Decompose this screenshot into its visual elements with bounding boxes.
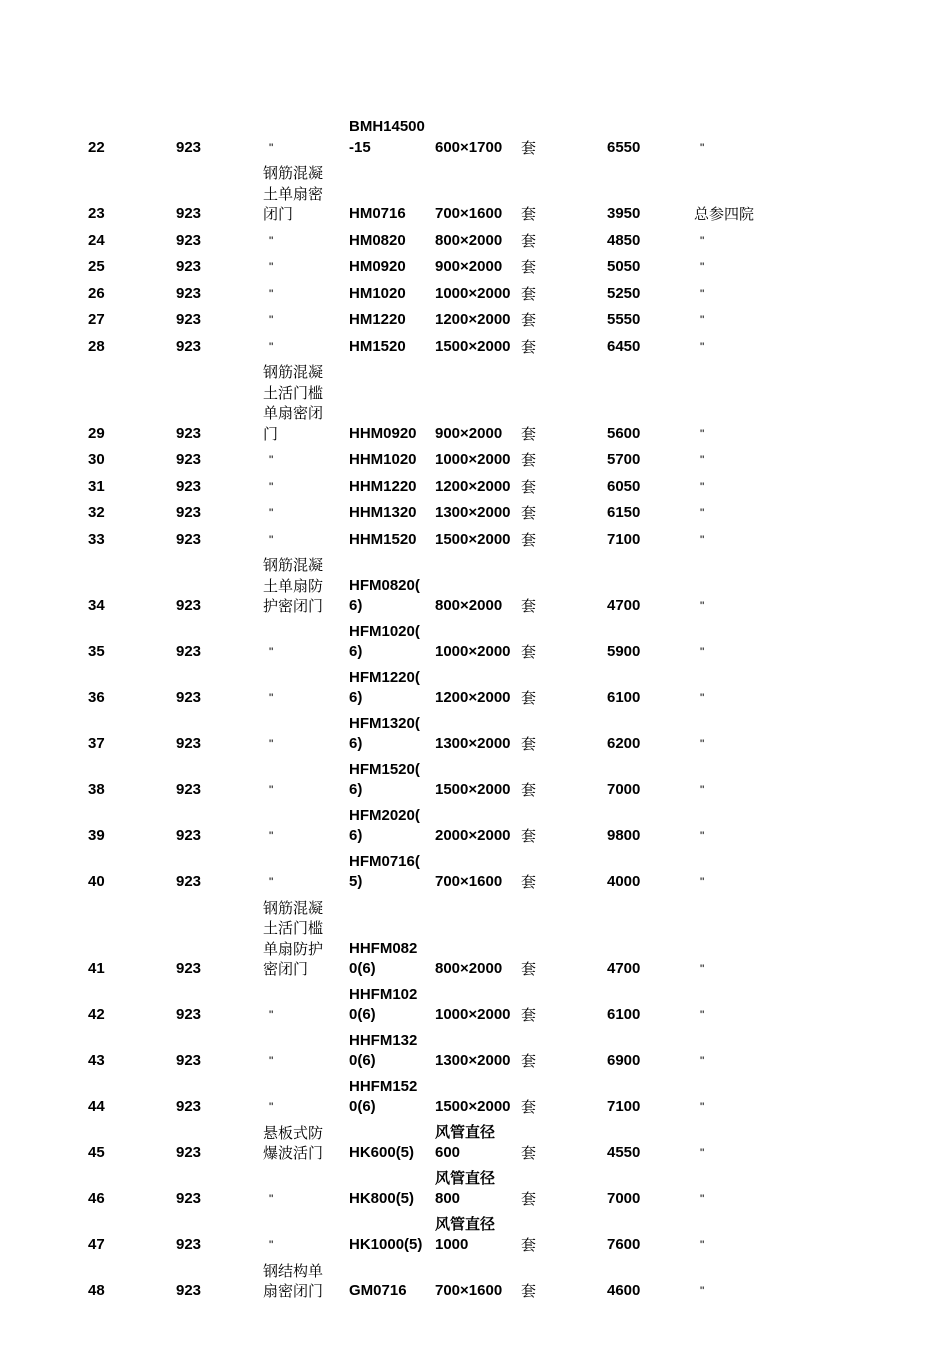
product-name-cell: " (269, 829, 274, 843)
product-name-cell: " (269, 1238, 274, 1252)
remark-cell: " (700, 737, 705, 751)
row-number-cell: 25 (88, 258, 105, 275)
row-number-cell: 26 (88, 284, 105, 302)
unit-cell: 套 (521, 138, 537, 157)
row-number-cell: 34 (88, 597, 105, 614)
unit-cell: 套 (521, 689, 537, 707)
unit-price-cell: 6100 (607, 1006, 641, 1023)
row-number-cell: 37 (88, 735, 105, 752)
size-spec-cell: 600×1700 (435, 138, 503, 156)
row-number-cell: 23 (88, 205, 105, 222)
size-spec-cell: 800×2000 (435, 960, 503, 977)
size-spec-cell: 1200×2000 (435, 477, 511, 495)
unit-cell: 套 (521, 451, 537, 469)
unit-cell: 套 (521, 258, 537, 276)
model-code-cell: HK800(5) (349, 1190, 415, 1207)
unit-price-cell: 4700 (607, 597, 641, 614)
factory-code-cell: 923 (176, 1144, 202, 1161)
unit-price-cell: 7100 (607, 1098, 641, 1115)
size-spec-cell: 1000×2000 (435, 1006, 511, 1023)
size-spec-cell: 2000×2000 (435, 827, 511, 844)
remark-cell: " (700, 691, 705, 705)
table-row (88, 361, 814, 448)
factory-code-cell: 923 (176, 451, 202, 468)
size-spec-cell: 风管直径 1000 (435, 1215, 496, 1253)
model-code-cell: HK600(5) (349, 1144, 415, 1161)
size-spec-cell: 700×1600 (435, 1282, 503, 1299)
remark-cell: " (700, 599, 705, 613)
model-code-cell: HFM2020( 6) (349, 806, 420, 844)
unit-cell: 套 (521, 1098, 537, 1116)
row-number-cell: 46 (88, 1190, 105, 1207)
unit-price-cell: 5050 (607, 258, 641, 275)
factory-code-cell: 923 (176, 138, 202, 156)
unit-price-cell: 4600 (607, 1282, 641, 1299)
size-spec-cell: 1300×2000 (435, 735, 511, 752)
unit-cell: 套 (521, 1190, 537, 1208)
table-row (88, 335, 814, 362)
unit-cell: 套 (521, 337, 537, 356)
unit-cell: 套 (521, 205, 537, 223)
row-number-cell: 31 (88, 477, 105, 495)
size-spec-cell: 风管直径 800 (435, 1169, 496, 1207)
remark-cell: " (700, 875, 705, 889)
unit-price-cell: 4550 (607, 1144, 641, 1161)
unit-price-cell: 5600 (607, 424, 641, 442)
row-number-cell: 39 (88, 827, 105, 844)
product-name-cell: 钢筋混凝 土活门槛 单扇密闭 门 (263, 363, 324, 443)
unit-cell: 套 (521, 781, 537, 799)
unit-price-cell: 5900 (607, 643, 641, 660)
row-number-cell: 36 (88, 689, 105, 706)
model-code-cell: HHFM132 0(6) (349, 1031, 418, 1069)
size-spec-cell: 1000×2000 (435, 284, 511, 302)
model-code-cell: HHM1020 (349, 451, 417, 468)
factory-code-cell: 923 (176, 689, 202, 706)
model-code-cell: HM1020 (349, 284, 406, 302)
unit-price-cell: 6200 (607, 735, 641, 752)
remark-cell: " (700, 233, 705, 248)
row-number-cell: 41 (88, 960, 105, 977)
size-spec-cell: 1000×2000 (435, 451, 511, 468)
unit-price-cell: 6900 (607, 1052, 641, 1069)
unit-cell: 套 (521, 597, 537, 615)
remark-cell: " (700, 453, 705, 467)
model-code-cell: BMH14500 -15 (349, 118, 425, 156)
factory-code-cell: 923 (176, 504, 202, 521)
remark-cell: " (700, 286, 705, 301)
size-spec-cell: 1000×2000 (435, 643, 511, 660)
factory-code-cell: 923 (176, 1190, 202, 1207)
table-row (88, 528, 814, 555)
model-code-cell: HFM0820( 6) (349, 576, 420, 614)
unit-cell: 套 (521, 311, 537, 329)
unit-cell: 套 (521, 1144, 537, 1162)
row-number-cell: 38 (88, 781, 105, 798)
product-name-cell: " (269, 875, 274, 889)
table-row (88, 1214, 814, 1260)
model-code-cell: HM0716 (349, 205, 406, 222)
product-name-cell: " (269, 313, 274, 327)
product-name-cell: " (269, 783, 274, 797)
unit-price-cell: 6050 (607, 477, 641, 495)
table-row (88, 1122, 814, 1168)
row-number-cell: 48 (88, 1282, 105, 1299)
unit-price-cell: 4700 (607, 960, 641, 977)
table-row (88, 282, 814, 309)
model-code-cell: HFM1020( 6) (349, 622, 420, 660)
unit-price-cell: 3950 (607, 205, 641, 222)
unit-price-cell: 7100 (607, 530, 641, 548)
unit-price-cell: 9800 (607, 827, 641, 844)
remark-cell: " (700, 1284, 705, 1298)
unit-price-cell: 6150 (607, 504, 641, 521)
unit-price-cell: 5700 (607, 451, 641, 468)
table-row (88, 984, 814, 1030)
row-number-cell: 40 (88, 873, 105, 890)
size-spec-cell: 800×2000 (435, 231, 503, 249)
size-spec-cell: 1500×2000 (435, 530, 511, 548)
factory-code-cell: 923 (176, 258, 202, 275)
product-name-cell: 钢结构单 扇密闭门 (263, 1261, 324, 1300)
remark-cell: " (700, 1054, 705, 1068)
model-code-cell: HM1520 (349, 337, 406, 355)
unit-price-cell: 6550 (607, 138, 641, 156)
factory-code-cell: 923 (176, 781, 202, 798)
model-code-cell: HFM1520( 6) (349, 760, 420, 798)
factory-code-cell: 923 (176, 337, 202, 355)
factory-code-cell: 923 (176, 960, 202, 977)
row-number-cell: 32 (88, 504, 105, 521)
unit-cell: 套 (521, 530, 537, 549)
table-row (88, 851, 814, 897)
model-code-cell: HHM1320 (349, 504, 417, 521)
model-code-cell: HHFM102 0(6) (349, 985, 418, 1023)
table-row (88, 255, 814, 282)
model-code-cell: HM0920 (349, 258, 406, 275)
product-name-cell: " (269, 1054, 274, 1068)
model-code-cell: HM0820 (349, 231, 406, 249)
factory-code-cell: 923 (176, 477, 202, 495)
remark-cell: " (700, 140, 705, 155)
factory-code-cell: 923 (176, 205, 202, 222)
unit-cell: 套 (521, 1236, 537, 1254)
size-spec-cell: 700×1600 (435, 873, 503, 890)
table-row (88, 713, 814, 759)
row-number-cell: 47 (88, 1236, 105, 1253)
model-code-cell: HHM1520 (349, 530, 417, 548)
unit-cell: 套 (521, 477, 537, 496)
row-number-cell: 30 (88, 451, 105, 468)
table-row (88, 229, 814, 256)
factory-code-cell: 923 (176, 873, 202, 890)
size-spec-cell: 1500×2000 (435, 781, 511, 798)
row-number-cell: 22 (88, 138, 105, 156)
unit-cell: 套 (521, 873, 537, 891)
factory-code-cell: 923 (176, 1236, 202, 1253)
product-name-cell: 钢筋混凝 土单扇防 护密闭门 (263, 556, 324, 615)
unit-cell: 套 (521, 504, 537, 522)
factory-code-cell: 923 (176, 284, 202, 302)
remark-cell: " (700, 1192, 705, 1206)
remark-cell: " (700, 532, 705, 547)
remark-cell: 总参四院 (694, 205, 755, 223)
product-name-cell: " (269, 645, 274, 659)
unit-price-cell: 6100 (607, 689, 641, 706)
size-spec-cell: 900×2000 (435, 258, 503, 275)
product-name-cell: " (269, 233, 274, 248)
size-spec-cell: 800×2000 (435, 597, 503, 614)
remark-cell: " (700, 426, 705, 441)
product-name-cell: " (269, 140, 274, 155)
factory-code-cell: 923 (176, 530, 202, 548)
model-code-cell: HK1000(5) (349, 1236, 423, 1253)
remark-cell: " (700, 1100, 705, 1114)
row-number-cell: 33 (88, 530, 105, 548)
unit-cell: 套 (521, 1052, 537, 1070)
factory-code-cell: 923 (176, 424, 202, 442)
remark-cell: " (700, 339, 705, 354)
size-spec-cell: 700×1600 (435, 205, 503, 222)
size-spec-cell: 1500×2000 (435, 337, 511, 355)
factory-code-cell: 923 (176, 1098, 202, 1115)
remark-cell: " (700, 645, 705, 659)
product-name-cell: " (269, 453, 274, 467)
row-number-cell: 43 (88, 1052, 105, 1069)
product-name-cell: " (269, 260, 274, 274)
table-row (88, 1168, 814, 1214)
unit-price-cell: 5250 (607, 284, 641, 302)
unit-price-cell: 7000 (607, 1190, 641, 1207)
size-spec-cell: 1300×2000 (435, 504, 511, 521)
unit-cell: 套 (521, 960, 537, 978)
table-row (88, 897, 814, 984)
model-code-cell: HHFM152 0(6) (349, 1077, 418, 1115)
product-name-cell: " (269, 1100, 274, 1114)
product-name-cell: " (269, 286, 274, 301)
table-row (88, 1076, 814, 1122)
unit-price-cell: 4000 (607, 873, 641, 890)
factory-code-cell: 923 (176, 735, 202, 752)
model-code-cell: GM0716 (349, 1282, 407, 1299)
remark-cell: " (700, 313, 705, 327)
product-name-cell: 钢筋混凝 土单扇密 闭门 (263, 164, 324, 223)
table-row (88, 116, 814, 162)
product-name-cell: " (269, 339, 274, 354)
table-row (88, 621, 814, 667)
product-name-cell: " (269, 1192, 274, 1206)
table-row (88, 448, 814, 475)
size-spec-cell: 1300×2000 (435, 1052, 511, 1069)
row-number-cell: 28 (88, 337, 105, 355)
remark-cell: " (700, 479, 705, 494)
unit-price-cell: 6450 (607, 337, 641, 355)
row-number-cell: 44 (88, 1098, 105, 1115)
table-row (88, 1030, 814, 1076)
unit-price-cell: 7600 (607, 1236, 641, 1253)
table-row (88, 501, 814, 528)
model-code-cell: HHFM082 0(6) (349, 939, 418, 977)
remark-cell: " (700, 962, 705, 976)
unit-cell: 套 (521, 643, 537, 661)
row-number-cell: 29 (88, 424, 105, 442)
size-spec-cell: 1200×2000 (435, 311, 511, 328)
remark-cell: " (700, 1008, 705, 1022)
table-row (88, 759, 814, 805)
row-number-cell: 42 (88, 1006, 105, 1023)
factory-code-cell: 923 (176, 643, 202, 660)
table-row (88, 475, 814, 502)
product-name-cell: " (269, 737, 274, 751)
product-name-cell: " (269, 506, 274, 520)
unit-cell: 套 (521, 1006, 537, 1024)
unit-price-cell: 5550 (607, 311, 641, 328)
model-code-cell: HHM1220 (349, 477, 417, 495)
unit-price-cell: 4850 (607, 231, 641, 249)
remark-cell: " (700, 1146, 705, 1160)
model-code-cell: HHM0920 (349, 424, 417, 442)
unit-cell: 套 (521, 1282, 537, 1300)
product-name-cell: 钢筋混凝 土活门槛 单扇防护 密闭门 (263, 898, 324, 978)
factory-code-cell: 923 (176, 1006, 202, 1023)
model-code-cell: HFM0716( 5) (349, 852, 420, 890)
table-row (88, 162, 814, 229)
size-spec-cell: 1500×2000 (435, 1098, 511, 1115)
size-spec-cell: 1200×2000 (435, 689, 511, 706)
unit-cell: 套 (521, 231, 537, 250)
product-name-cell: 悬板式防 爆波活门 (263, 1123, 324, 1162)
row-number-cell: 27 (88, 311, 105, 328)
model-code-cell: HFM1320( 6) (349, 714, 420, 752)
unit-cell: 套 (521, 284, 537, 303)
table-row (88, 1260, 814, 1306)
table-body (88, 116, 814, 1306)
factory-code-cell: 923 (176, 311, 202, 328)
row-number-cell: 24 (88, 231, 105, 249)
size-spec-cell: 风管直径 600 (435, 1123, 496, 1161)
remark-cell: " (700, 783, 705, 797)
remark-cell: " (700, 829, 705, 843)
row-number-cell: 45 (88, 1144, 105, 1161)
table-row (88, 308, 814, 335)
unit-cell: 套 (521, 735, 537, 753)
table-row (88, 554, 814, 621)
factory-code-cell: 923 (176, 597, 202, 614)
remark-cell: " (700, 260, 705, 274)
table-row (88, 667, 814, 713)
row-number-cell: 35 (88, 643, 105, 660)
product-name-cell: " (269, 532, 274, 547)
table-row (88, 805, 814, 851)
door-price-table (88, 116, 814, 1306)
model-code-cell: HM1220 (349, 311, 406, 328)
unit-price-cell: 7000 (607, 781, 641, 798)
factory-code-cell: 923 (176, 231, 202, 249)
product-name-cell: " (269, 479, 274, 494)
factory-code-cell: 923 (176, 827, 202, 844)
unit-cell: 套 (521, 827, 537, 845)
remark-cell: " (700, 506, 705, 520)
model-code-cell: HFM1220( 6) (349, 668, 420, 706)
factory-code-cell: 923 (176, 1282, 202, 1299)
product-name-cell: " (269, 1008, 274, 1022)
size-spec-cell: 900×2000 (435, 424, 503, 442)
factory-code-cell: 923 (176, 1052, 202, 1069)
remark-cell: " (700, 1238, 705, 1252)
unit-cell: 套 (521, 424, 537, 443)
product-name-cell: " (269, 691, 274, 705)
